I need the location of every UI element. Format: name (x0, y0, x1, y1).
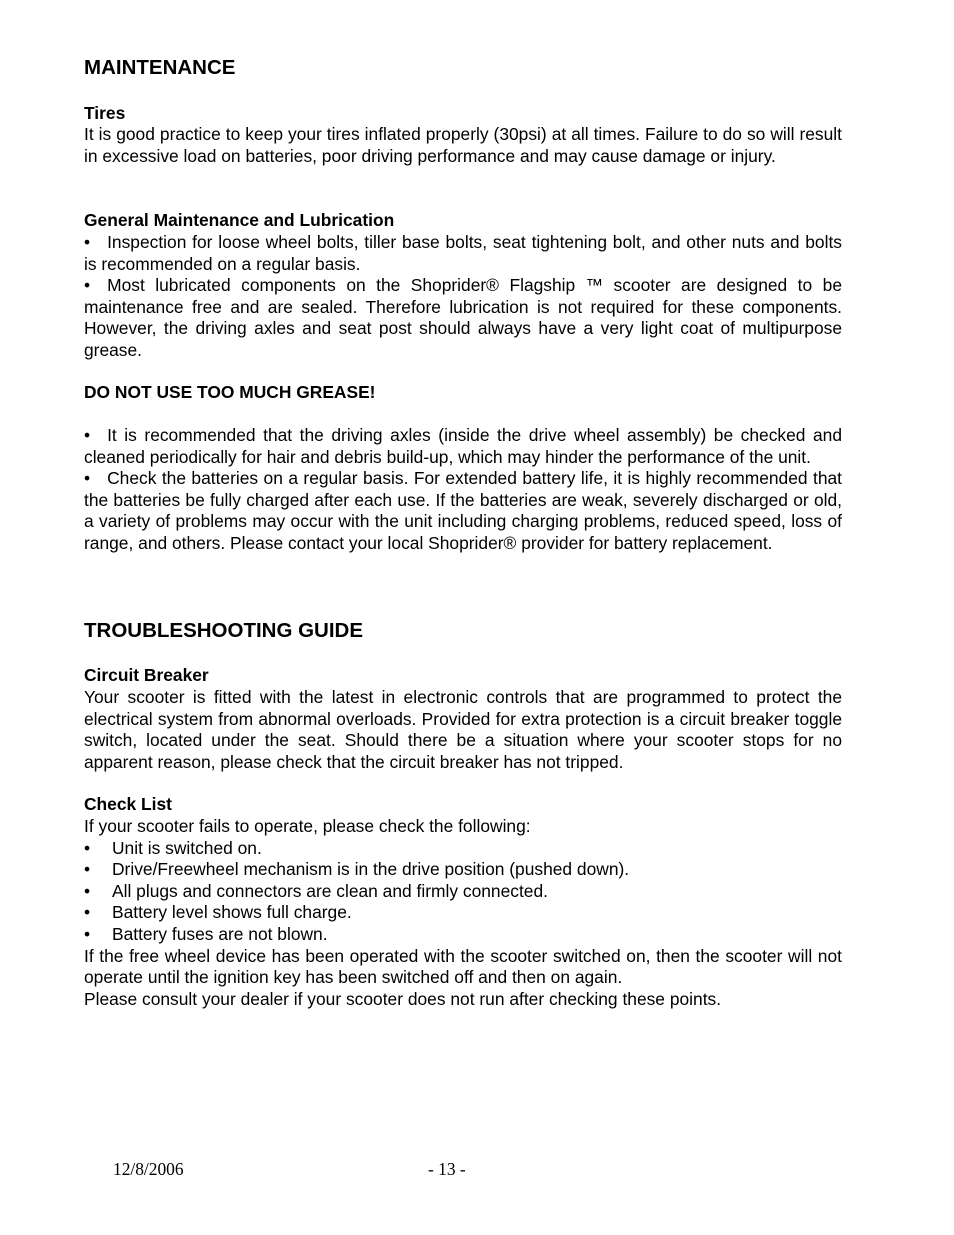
list-item (84, 902, 842, 924)
list-item-text: Drive/Freewheel mechanism is in the drive position (pushed down). (112, 859, 630, 880)
list-item-text: Inspection for loose wheel bolts, tiller base bolts, seat tightening bolt, and other nuts and bolts is recommended on a regular basis. (84, 232, 842, 274)
tires-heading: Tires (84, 103, 126, 123)
list-item-text: Check the batteries on a regular basis. For extended battery life, it is highly recommended that the batteries be fully charged after each use. If the batteries are weak, severely discharged or old, a variety of problems may occur with the unit including charging problems, reduced speed, loss of range, and others. Please contact your local Shoprider® provider for battery replacement. (84, 468, 842, 553)
troubleshooting-heading: TROUBLESHOOTING GUIDE (84, 619, 364, 642)
list-item (84, 275, 842, 361)
check-list (84, 838, 842, 946)
bullet-icon: • (84, 837, 91, 858)
general-maintenance-list (84, 232, 842, 362)
list-item (84, 881, 842, 903)
bullet-icon: • (84, 425, 91, 445)
general-maintenance-heading: General Maintenance and Lubrication (84, 210, 395, 230)
check-list-section (84, 816, 842, 1010)
bullet-icon: • (84, 902, 91, 923)
list-item (84, 232, 842, 275)
list-item (84, 859, 842, 881)
list-item-text: Battery level shows full charge. (112, 902, 352, 923)
bullet-icon: • (84, 468, 91, 489)
check-list-intro: If your scooter fails to operate, please check the following: (84, 816, 531, 836)
check-list-note: If the free wheel device has been operated with the scooter switched on, then the scooter will not operate until the ignition key has been switched off and then on again. (84, 945, 842, 988)
list-item (84, 425, 842, 468)
circuit-breaker-heading: Circuit Breaker (84, 665, 209, 685)
bullet-icon: • (84, 859, 91, 880)
footer-date: 12/8/2006 (113, 1159, 184, 1179)
maintenance-more-list (84, 425, 842, 555)
list-item-text: Unit is switched on. (112, 837, 262, 858)
bullet-icon: • (84, 275, 91, 296)
tires-paragraph: It is good practice to keep your tires inflated properly (30psi) at all times. Failure to do so will result in excessive load on batteries, poor driving performance and may cause damage or injury. (84, 124, 842, 166)
list-item-text: Battery fuses are not blown. (112, 923, 328, 944)
maintenance-heading: MAINTENANCE (84, 56, 236, 79)
bullet-icon: • (84, 923, 91, 944)
list-item (84, 924, 842, 946)
check-list-consult-note: Please consult your dealer if your scooter does not run after checking these points. (84, 988, 722, 1009)
list-item-text: It is recommended that the driving axles (inside the drive wheel assembly) be checked and cleaned periodically for hair and debris build-up, which may hinder the performance of the unit. (84, 425, 842, 467)
check-list-heading: Check List (84, 794, 172, 814)
footer-page-number: - 13 - (428, 1159, 466, 1179)
grease-warning: DO NOT USE TOO MUCH GREASE! (84, 382, 376, 402)
list-item-text: All plugs and connectors are clean and firmly connected. (112, 880, 548, 901)
bullet-icon: • (84, 880, 91, 901)
list-item (84, 468, 842, 554)
list-item-text: Most lubricated components on the Shoprider® Flagship ™ scooter are designed to be maintenance free and are sealed. Therefore lubrication is not required for these components. However, the driving axles and seat post should always have a very light coat of multipurpose grease. (84, 275, 842, 360)
list-item (84, 838, 842, 860)
circuit-breaker-paragraph: Your scooter is fitted with the latest in electronic controls that are programmed to protect the electrical system from abnormal overloads. Provided for extra protection is a circuit breaker toggle switch, located under the seat. Should there be a situation where your scooter stops for no apparent reason, please check that the circuit breaker has not tripped. (84, 687, 842, 772)
bullet-icon: • (84, 232, 91, 252)
